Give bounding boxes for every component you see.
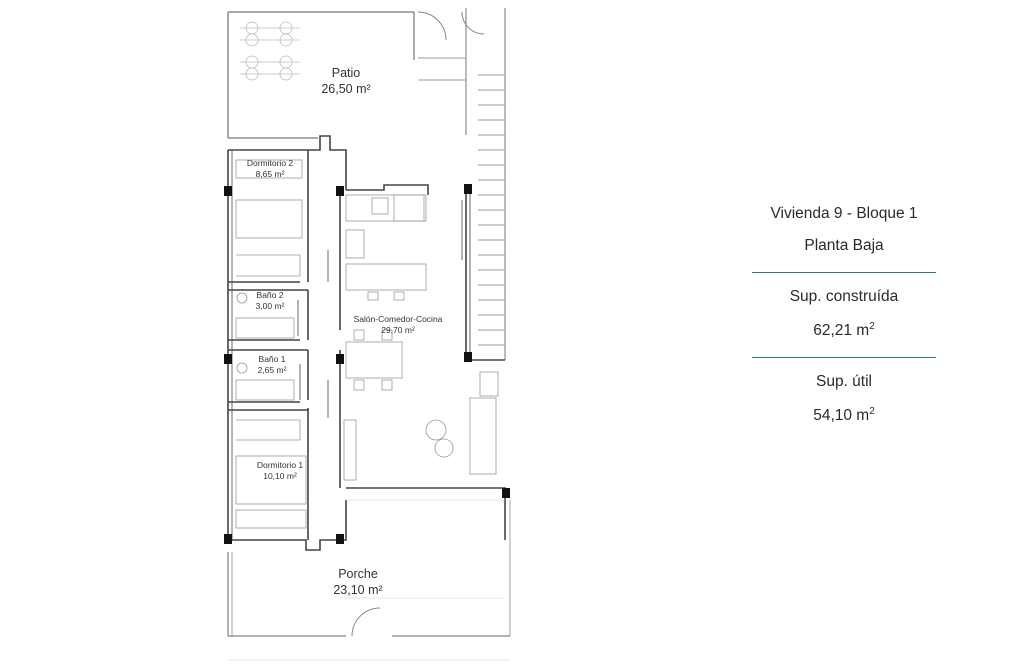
room-name: Baño 1	[258, 354, 286, 364]
useful-area-label: Sup. útil	[815, 373, 872, 390]
info-panel	[752, 200, 936, 426]
room-label-porche	[333, 567, 382, 598]
room-label-dormitorio-2	[247, 158, 293, 179]
room-area: 8,65 m²	[255, 168, 285, 179]
porche-door-arc	[352, 608, 380, 636]
room-area: 29,70 m²	[381, 324, 415, 335]
useful-area-exponent: 2	[869, 406, 875, 417]
room-area: 26,50 m²	[321, 81, 371, 96]
useful-area-value	[752, 402, 936, 426]
room-name: Dormitorio 2	[246, 158, 294, 168]
room-area: 23,10 m²	[333, 582, 383, 597]
stairs	[418, 58, 505, 345]
room-label-dormitorio-1	[257, 460, 303, 481]
room-name: Salón-Comedor-Cocina	[353, 314, 443, 324]
patio-door-arc	[418, 12, 446, 40]
sofa	[470, 398, 496, 474]
bicycles	[240, 22, 300, 80]
dining-table	[346, 342, 402, 378]
kitchen-island	[346, 264, 426, 290]
built-area-value	[752, 317, 936, 341]
room-label-bano-1	[258, 354, 287, 375]
separator	[752, 357, 936, 358]
bed-dorm2	[236, 200, 302, 238]
outer-wall-right	[466, 186, 505, 360]
living-bottom-wall	[346, 488, 505, 540]
bottom-wall	[228, 500, 346, 550]
separator	[752, 272, 936, 273]
built-area-exponent: 2	[869, 321, 875, 332]
kitchen-counter	[346, 195, 426, 221]
room-area: 2,65 m²	[257, 364, 287, 375]
room-name: Dormitorio 1	[256, 460, 304, 470]
room-area: 10,10 m²	[263, 470, 297, 481]
useful-area-number: 54,10 m	[813, 407, 870, 424]
room-label-salon	[354, 314, 443, 335]
room-name: Patio	[331, 66, 361, 80]
built-area-number: 62,21 m	[813, 322, 870, 339]
floor-name: Planta Baja	[804, 237, 884, 254]
room-name: Baño 2	[256, 290, 284, 300]
room-area: 3,00 m²	[255, 300, 285, 311]
tv-unit	[344, 420, 356, 480]
dwelling-title: Vivienda 9 - Bloque 1	[770, 205, 918, 222]
room-name: Porche	[338, 567, 378, 581]
room-label-patio	[321, 66, 370, 97]
room-label-bano-2	[256, 290, 285, 311]
built-area-label: Sup. construída	[789, 288, 899, 305]
